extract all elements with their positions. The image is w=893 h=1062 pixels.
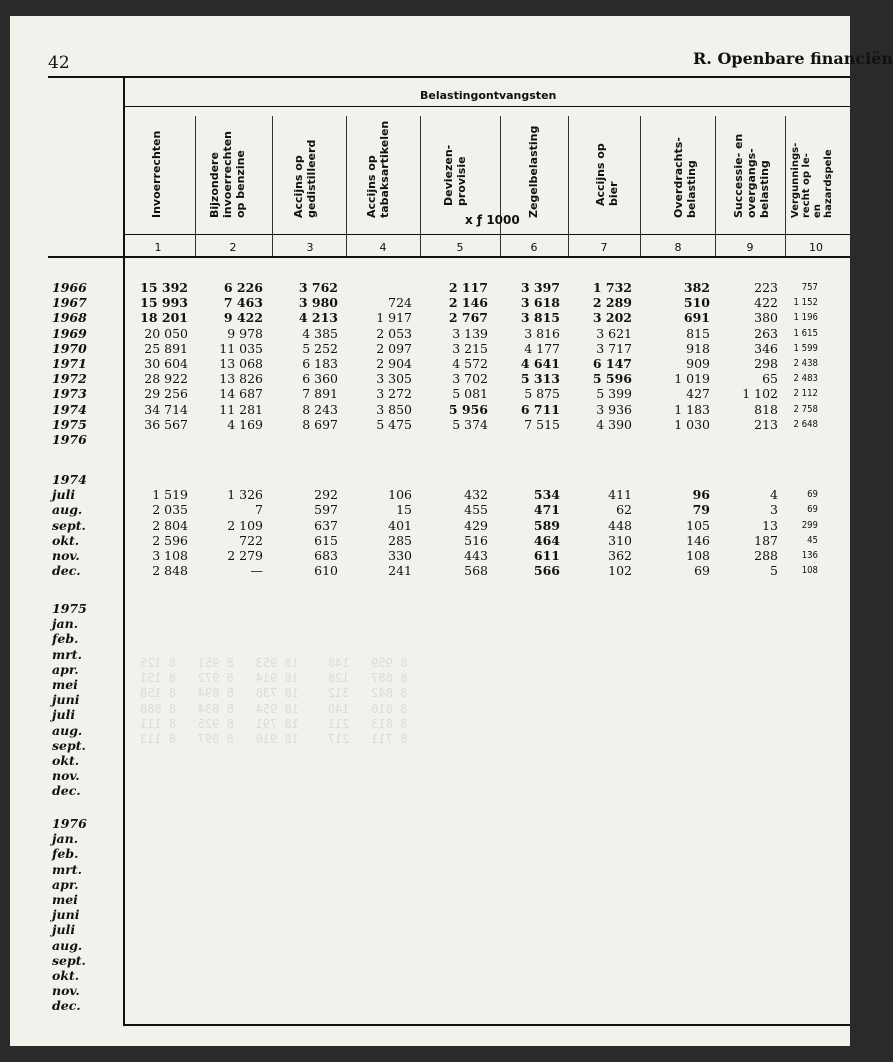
table-cell: 3 980 [298, 295, 338, 311]
table-cell: 448 [608, 517, 632, 533]
table-cell: 5 081 [452, 386, 488, 402]
row-label-month: dec. [52, 783, 81, 799]
table-cell: 146 [686, 532, 710, 548]
column-number-1: 1 [154, 241, 162, 254]
table-cell: 566 [533, 563, 560, 579]
table-cell: 724 [388, 295, 412, 311]
table-cell: 471 [533, 502, 560, 518]
column-number-7: 7 [600, 241, 608, 254]
table-cell: 5 596 [592, 371, 632, 387]
table-cell: 610 [314, 563, 338, 579]
table-cell: 1 917 [376, 310, 412, 326]
table-cell: 3 702 [452, 371, 488, 387]
table-cell: 18 201 [140, 310, 188, 326]
unit-label: x ƒ 1000 [465, 213, 520, 227]
table-cell: 6 226 [223, 280, 263, 295]
row-label-month: sept. [52, 952, 86, 968]
table-cell: 7 [255, 502, 263, 518]
title-rule [123, 106, 850, 107]
table-cell: 3 139 [452, 325, 488, 341]
table-cell: 14 687 [219, 386, 263, 402]
row-label-month: dec. [52, 563, 81, 579]
table-cell: 20 050 [144, 325, 188, 341]
table-cell: 9 422 [223, 310, 263, 326]
table-cell: 9 978 [227, 325, 263, 341]
table-cell: 5 475 [376, 416, 412, 432]
table-cell: 6 711 [520, 401, 560, 417]
table-cell: 187 [754, 532, 778, 548]
colnum-rule-bottom [48, 256, 850, 258]
table-cell: 4 385 [302, 325, 338, 341]
table-cell: 683 [314, 548, 338, 563]
row-label-month: sept. [52, 737, 86, 753]
table-cell: 2 097 [376, 340, 412, 356]
table-cell: 3 272 [376, 386, 412, 402]
table-cell: 2 035 [152, 502, 188, 518]
row-label-month: aug. [52, 502, 83, 518]
table-cell: 4 [770, 487, 778, 503]
table-cell: 7 515 [524, 416, 560, 432]
page-number: 42 [48, 53, 70, 73]
table-cell: 2 804 [152, 517, 188, 533]
table-cell: 65 [762, 371, 778, 387]
table-cell: 1 196 [793, 312, 818, 324]
row-label-month: nov. [52, 768, 80, 784]
table-cell: 5 [770, 563, 778, 579]
column-header-4: Accijns op tabaksartikelen [365, 120, 391, 218]
table-cell: 108 [686, 548, 710, 563]
column-number-10: 10 [809, 241, 823, 254]
column-header-5: Deviezen- provisie [442, 144, 468, 206]
column-number-5: 5 [456, 241, 464, 254]
table-cell: 380 [754, 310, 778, 326]
row-label-month: okt. [52, 753, 80, 768]
row-label-month: juli [52, 922, 76, 938]
table-cell: 2 904 [376, 356, 412, 371]
table-cell: 4 572 [452, 356, 488, 371]
table-cell: 691 [683, 310, 710, 326]
table-cell: 3 305 [376, 371, 412, 387]
row-label-month: nov. [52, 548, 80, 563]
table-cell: 5 956 [448, 401, 488, 417]
table-cell: 223 [754, 280, 778, 295]
table-cell: 455 [464, 502, 488, 518]
row-label-month: jan. [52, 616, 79, 632]
table-cell: 15 993 [140, 295, 188, 311]
table-cell: 2 289 [592, 295, 632, 311]
table-cell: 1 030 [674, 416, 710, 432]
table-cell: 3 850 [376, 401, 412, 417]
table-cell: 79 [692, 502, 710, 518]
table-cell: 1 519 [152, 487, 188, 503]
row-label-month: juli [52, 707, 76, 723]
row-label-month: sept. [52, 517, 86, 533]
table-cell: 757 [801, 282, 818, 293]
table-cell: 1 326 [227, 487, 263, 503]
row-label-month: juli [52, 487, 76, 503]
table-cell: 615 [314, 532, 338, 548]
section-title: R. Openbare financiën [693, 49, 893, 68]
table-cell: 62 [616, 502, 632, 518]
table-cell: 427 [686, 386, 710, 402]
row-label-month: mei [52, 677, 78, 692]
table-cell: 815 [686, 325, 710, 341]
table-cell: 3 816 [524, 325, 560, 341]
table-cell: 597 [314, 502, 338, 518]
row-label-year: 1968 [52, 310, 87, 326]
table-cell: 106 [388, 487, 412, 503]
table-cell: 30 604 [144, 356, 188, 371]
table-cell: 346 [754, 340, 778, 356]
table-cell: 432 [464, 487, 488, 503]
table-cell: 69 [807, 489, 818, 501]
table-cell: 6 183 [302, 356, 338, 371]
table-cell: 1 599 [793, 342, 818, 354]
row-label-year: 1971 [52, 356, 87, 371]
table-cell: 5 875 [524, 386, 560, 402]
table-cell: 102 [608, 563, 632, 579]
table-cell: 292 [314, 487, 338, 503]
table-cell: 4 177 [524, 340, 560, 356]
column-number-6: 6 [530, 241, 538, 254]
table-cell: 568 [464, 563, 488, 579]
table-cell: 2 596 [152, 532, 188, 548]
row-label-month: juni [52, 907, 80, 923]
table-title: Belastingontvangsten [420, 89, 557, 102]
table-cell: 6 360 [302, 371, 338, 387]
table-cell: 362 [608, 548, 632, 563]
table-cell: 1 183 [674, 401, 710, 417]
table-cell: 5 313 [520, 371, 560, 387]
section-year-1975: 1975 [52, 601, 87, 616]
table-bottom-rule [123, 1024, 850, 1026]
table-cell: 611 [533, 548, 560, 563]
row-label-month: aug. [52, 722, 83, 738]
column-header-6: Zegelbelasting [527, 125, 540, 218]
table-cell: 3 108 [152, 548, 188, 563]
table-cell: 3 621 [596, 325, 632, 341]
table-cell: 2 146 [448, 295, 488, 311]
table-cell: 2 758 [793, 403, 818, 415]
table-cell: 5 399 [596, 386, 632, 402]
row-label-month: okt. [52, 532, 80, 548]
column-header-8: Overdrachts- belasting [672, 137, 698, 218]
table-cell: 96 [692, 487, 710, 503]
table-cell: 3 762 [298, 280, 338, 295]
table-cell: 213 [754, 416, 778, 432]
table-cell: 1 019 [674, 371, 710, 387]
table-cell: 1 615 [793, 327, 818, 339]
table-cell: 310 [608, 532, 632, 548]
row-label-month: apr. [52, 876, 79, 892]
table-cell: 429 [464, 517, 488, 533]
table-cell: 4 390 [596, 416, 632, 432]
table-cell: 13 068 [219, 356, 263, 371]
col-divider [568, 116, 569, 256]
table-cell: 2 053 [376, 325, 412, 341]
table-cell: 3 815 [520, 310, 560, 326]
table-cell: 29 256 [144, 386, 188, 402]
table-cell: 298 [754, 356, 778, 371]
table-cell: 25 891 [144, 340, 188, 356]
table-cell: 34 714 [144, 401, 188, 417]
table-cell: 263 [754, 325, 778, 341]
col-divider [195, 116, 196, 256]
table-cell: 918 [686, 340, 710, 356]
column-header-1: Invoerrechten [150, 130, 163, 218]
table-cell: 2 112 [793, 388, 818, 400]
table-cell: 241 [388, 563, 412, 579]
table-cell: 4 641 [520, 356, 560, 371]
column-header-7: Accijns op bier [594, 143, 620, 206]
table-cell: 7 463 [223, 295, 263, 311]
table-cell: 5 374 [452, 416, 488, 432]
table-cell: 15 [396, 502, 412, 518]
row-label-year: 1972 [52, 371, 87, 387]
table-cell: 3 397 [520, 280, 560, 295]
table-cell: 637 [314, 517, 338, 533]
table-cell: 516 [464, 532, 488, 548]
column-header-2: Bijzondere invoerrechten op benzine [208, 130, 247, 218]
table-cell: 69 [694, 563, 710, 579]
column-number-3: 3 [306, 241, 314, 254]
table-cell: 36 567 [144, 416, 188, 432]
row-label-month: aug. [52, 937, 83, 953]
table-cell: 2 767 [448, 310, 488, 326]
header-rule [48, 76, 850, 78]
bleed-through-texture: 8 959 148 18 953 8 951 8 125 8 887 128 18 914 8 972 8 151 8 842 312 18 738 8 894 8 158 8 810 140 18 954 8 834 8 888 8 813 211 18 791 8 925 8 111 8 711 217 18 910 8 897 8 113 [140, 656, 408, 747]
table-cell: 4 169 [227, 416, 263, 432]
table-cell: 411 [608, 487, 632, 503]
table-cell: 2 109 [227, 517, 263, 533]
row-label-month: mrt. [52, 861, 82, 877]
row-label-month: mei [52, 892, 78, 907]
column-header-10: Vergunnings- recht op le- en hazardspele [790, 142, 834, 218]
row-label-month: okt. [52, 968, 80, 983]
table-cell: 299 [801, 519, 818, 531]
table-cell: 2 438 [793, 358, 818, 369]
row-label-year: 1973 [52, 386, 87, 402]
column-number-4: 4 [379, 241, 387, 254]
row-label-month: apr. [52, 661, 79, 677]
col-divider [420, 116, 421, 256]
table-cell: — [250, 563, 263, 579]
table-cell: 464 [533, 532, 560, 548]
row-label-month: feb. [52, 846, 79, 862]
col-divider [715, 116, 716, 256]
table-cell: 534 [533, 487, 560, 503]
table-cell: 3 [770, 502, 778, 518]
col-divider [346, 116, 347, 256]
page [10, 16, 893, 1046]
table-cell: 422 [754, 295, 778, 311]
table-cell: 11 281 [219, 401, 263, 417]
table-cell: 818 [754, 401, 778, 417]
table-cell: 105 [686, 517, 710, 533]
table-cell: 382 [683, 280, 710, 295]
col-divider [785, 116, 786, 256]
table-cell: 443 [464, 548, 488, 563]
row-label-month: juni [52, 692, 80, 708]
table-cell: 909 [686, 356, 710, 371]
table-cell: 401 [388, 517, 412, 533]
row-label-month: dec. [52, 998, 81, 1014]
row-label-month: jan. [52, 831, 79, 847]
table-cell: 11 035 [219, 340, 263, 356]
table-cell: 3 936 [596, 401, 632, 417]
table-cell: 330 [388, 548, 412, 563]
colnum-rule-top [123, 234, 850, 235]
row-label-year: 1970 [52, 340, 87, 356]
row-label-month: mrt. [52, 646, 82, 662]
column-number-2: 2 [229, 241, 237, 254]
column-header-3: Accijns op gedistilleerd [292, 139, 318, 218]
table-cell: 2 648 [793, 418, 818, 430]
row-label-month: nov. [52, 983, 80, 999]
table-cell: 3 717 [596, 340, 632, 356]
table-cell: 13 [762, 517, 778, 533]
table-cell: 8 243 [302, 401, 338, 417]
row-label-year: 1966 [52, 280, 87, 295]
section-year-1974: 1974 [52, 472, 87, 487]
table-cell: 7 891 [302, 386, 338, 402]
stub-rule [123, 76, 125, 1026]
table-cell: 108 [801, 565, 818, 577]
section-year-1976: 1976 [52, 816, 87, 831]
table-cell: 1 152 [793, 297, 818, 309]
col-divider [272, 116, 273, 256]
column-header-9: Successie- en overgangs- belasting [732, 133, 771, 218]
table-cell: 2 117 [448, 280, 488, 295]
row-label-year: 1974 [52, 401, 87, 417]
table-cell: 45 [807, 534, 818, 546]
table-cell: 8 697 [302, 416, 338, 432]
col-divider [640, 116, 641, 256]
table-cell: 3 618 [520, 295, 560, 311]
table-cell: 69 [807, 504, 818, 516]
table-cell: 4 213 [298, 310, 338, 326]
column-number-8: 8 [674, 241, 682, 254]
table-cell: 510 [683, 295, 710, 311]
table-cell: 15 392 [140, 280, 188, 295]
table-cell: 2 848 [152, 563, 188, 579]
table-cell: 288 [754, 548, 778, 563]
row-label-year: 1975 [52, 416, 87, 432]
table-cell: 285 [388, 532, 412, 548]
row-label-year: 1969 [52, 325, 87, 341]
col-divider [500, 116, 501, 256]
row-label-month: feb. [52, 631, 79, 647]
table-cell: 136 [801, 550, 818, 561]
column-number-9: 9 [746, 241, 754, 254]
table-cell: 2 483 [793, 373, 818, 385]
table-cell: 28 922 [144, 371, 188, 387]
table-cell: 2 279 [227, 548, 263, 563]
table-cell: 722 [239, 532, 263, 548]
table-cell: 1 102 [742, 386, 778, 402]
table-cell: 5 252 [302, 340, 338, 356]
table-cell: 6 147 [592, 356, 632, 371]
table-cell: 589 [533, 517, 560, 533]
table-cell: 3 215 [452, 340, 488, 356]
table-cell: 13 826 [219, 371, 263, 387]
table-cell: 3 202 [592, 310, 632, 326]
row-label-year: 1976 [52, 432, 87, 447]
table-cell: 1 732 [592, 280, 632, 295]
row-label-year: 1967 [52, 295, 87, 311]
